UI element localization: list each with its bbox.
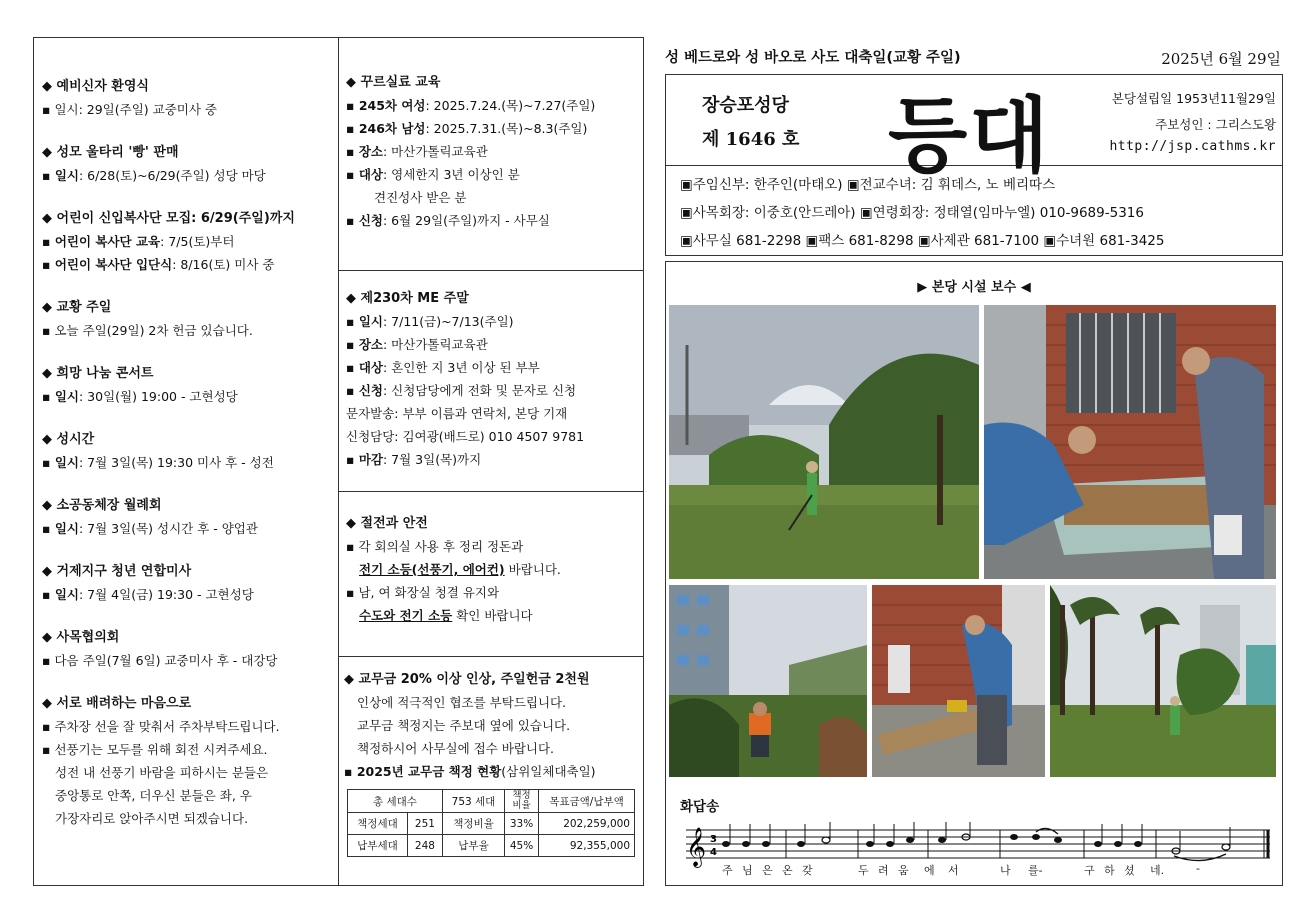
announcement-line-text: : 7/5(토)부터 xyxy=(160,234,235,249)
issue-number: 제 1646 호 xyxy=(702,129,800,150)
table-header-cell: 총 세대수 xyxy=(348,790,443,813)
me-date-label: ▪ 일시 xyxy=(346,314,383,329)
announcement-line-text: ▪ 오늘 주일(29일) 2차 헌금 있습니다. xyxy=(42,323,253,338)
tithe-section xyxy=(339,656,643,857)
founded-date: 본당설립일 1953년11월29일 xyxy=(1111,91,1276,106)
lyric-syllable: 셨 xyxy=(1124,864,1135,877)
bulletin-title: 등대 xyxy=(888,89,1051,184)
me-apply-label: ▪ 신청 xyxy=(346,383,383,398)
announcement-line-text: : 7월 3일(목) 성시간 후 - 양업관 xyxy=(78,521,258,536)
announcement-title: ◆ 어린이 신입복사단 모집: 6/29(주일)까지 xyxy=(42,211,295,226)
me-date-text: : 7/11(금)~7/13(주일) xyxy=(382,314,514,329)
announcement-title: ◆ 성모 울타리 '빵' 판매 xyxy=(42,145,179,160)
announcement-line-text: : 7월 3일(목) 19:30 미사 후 - 성전 xyxy=(78,455,274,470)
announcements-box xyxy=(33,37,644,886)
energy-title: ◆ 절전과 안전 xyxy=(346,516,428,531)
me-deadline-label: ▪ 마감 xyxy=(346,452,383,467)
photo-plank-cutting xyxy=(872,585,1045,777)
photo-bench-repair xyxy=(984,305,1276,579)
announcement-line xyxy=(42,319,338,342)
announcements-middle-column xyxy=(339,38,643,885)
announcement-line xyxy=(42,649,338,672)
staff-contacts xyxy=(665,166,1283,256)
parish-url[interactable]: http://jsp.cathms.kr xyxy=(1109,139,1276,154)
announcement-title: ◆ 예비신자 환영식 xyxy=(42,79,149,94)
svg-text:3: 3 xyxy=(710,834,717,845)
announcement-line-text: : 8/16(토) 미사 중 xyxy=(172,257,275,272)
announcement-line-label: ▪ 일시 xyxy=(42,587,79,602)
parish-name: 장승포성당 xyxy=(702,95,789,116)
responsorial-psalm-label: 화답송 xyxy=(680,799,720,815)
announcement-section xyxy=(42,363,338,408)
cursillo-target-label: ▪ 대상 xyxy=(346,167,383,182)
photo-weeding xyxy=(669,585,867,777)
announcement-line xyxy=(42,451,338,474)
announcement-title: ◆ 희망 나눔 콘서트 xyxy=(42,366,154,381)
photo-garden-trimming xyxy=(1050,585,1276,777)
energy-underlined-1: 전기 소등(선풍기, 에어컨) xyxy=(359,562,505,577)
photo-section-title: ▶ 본당 시설 보수 ◀ xyxy=(917,280,1031,295)
me-target-text: : 혼인한 지 3년 이상 된 부부 xyxy=(382,360,540,375)
table-cell: 납부율 xyxy=(443,835,505,857)
announcement-line-label: ▪ 어린이 복사단 교육 xyxy=(42,234,161,249)
announcement-section xyxy=(42,142,338,187)
announcement-section xyxy=(42,561,338,606)
svg-text:4: 4 xyxy=(710,847,717,858)
announcement-section xyxy=(42,208,338,276)
energy-line-2 xyxy=(346,558,643,581)
announcement-line xyxy=(42,784,338,807)
lyric-syllable: 움 xyxy=(898,864,909,877)
announcement-line-text: ▪ 다음 주일(7월 6일) 교중미사 후 - 대강당 xyxy=(42,653,278,668)
photo-grass-trimming xyxy=(669,305,979,579)
cursillo-title: ◆ 꾸르실료 교육 xyxy=(346,75,441,90)
table-header-cell: 목표금액/납부액 xyxy=(539,790,635,813)
feast-title: 성 베드로와 성 바오로 사도 대축일(교황 주일) xyxy=(665,50,961,66)
table-cell: 45% xyxy=(505,835,539,857)
me-title: ◆ 제230차 ME 주말 xyxy=(346,291,469,306)
announcement-title: ◆ 거제지구 청년 연합미사 xyxy=(42,564,192,579)
announcement-line-text: ▪ 일시: 29일(주일) 교중미사 중 xyxy=(42,102,217,117)
tithe-line-3: 책정하시어 사무실에 접수 바랍니다. xyxy=(357,741,555,756)
announcement-line xyxy=(42,164,338,187)
announcement-section xyxy=(42,429,338,474)
table-cell: 책정세대 xyxy=(348,813,408,835)
announcement-line-text: : 7월 4일(금) 19:30 - 고현성당 xyxy=(78,587,254,602)
tithe-title: ◆ 교무금 20% 이상 인상, 주일헌금 2천원 xyxy=(344,672,590,687)
energy-underlined-2: 수도와 전기 소등 xyxy=(359,608,453,623)
announcement-line xyxy=(42,98,338,121)
announcement-line xyxy=(42,761,338,784)
table-cell: 202,259,000 xyxy=(539,813,635,835)
energy-saving-section xyxy=(339,491,643,627)
me-deadline-text: : 7월 3일(목)까지 xyxy=(382,452,482,467)
me-contact-text: 신청담당: 김여광(배드로) 010 4507 9781 xyxy=(346,429,585,444)
announcement-line xyxy=(42,517,338,540)
announcement-line-text: ▪ 주차장 선을 잘 맞춰서 주차부탁드립니다. xyxy=(42,719,280,734)
lyric-syllable: 주 xyxy=(722,864,733,877)
lyric-syllable: 에 xyxy=(924,864,935,877)
announcement-line-label: ▪ 일시 xyxy=(42,168,79,183)
table-cell: 납부세대 xyxy=(348,835,408,857)
lyric-syllable: 온 xyxy=(782,864,793,877)
lyric-syllable: 네. xyxy=(1150,864,1165,877)
announcement-section xyxy=(42,297,338,342)
tithe-line-1: 인상에 적극적인 협조를 부탁드립니다. xyxy=(357,695,567,710)
energy-line-2-rest: 바랍니다. xyxy=(504,562,561,577)
lyric-syllable: 려 xyxy=(878,864,889,877)
me-place-label: ▪ 장소 xyxy=(346,337,383,352)
cursillo-apply-label: ▪ 신청 xyxy=(346,213,383,228)
announcement-line xyxy=(42,583,338,606)
announcement-line-text: 가장자리로 앉아주시면 되겠습니다. xyxy=(55,811,249,826)
announcement-title: ◆ 교황 주일 xyxy=(42,300,112,315)
announcement-line xyxy=(42,230,338,253)
music-staff xyxy=(686,822,1270,882)
patron-saint: 주보성인 : 그리스도왕 xyxy=(1155,117,1276,132)
staff-line-3: ▣사무실 681-2298 ▣팩스 681-8298 ▣사제관 681-7100 ▣수녀원 681-3425 xyxy=(680,233,1165,249)
me-weekend-section xyxy=(339,270,643,471)
announcement-line-label: ▪ 일시 xyxy=(42,389,79,404)
energy-line-1: ▪ 각 회의실 사용 후 정리 정돈과 xyxy=(346,539,524,554)
announcement-line-label: ▪ 어린이 복사단 입단식 xyxy=(42,257,173,272)
tithe-status-note: (삼위일체대축일) xyxy=(501,764,596,779)
cursillo-men-text: : 2025.7.31.(목)~8.3(주일) xyxy=(425,121,588,136)
announcement-line-text: : 6/28(토)~6/29(주일) 성당 마당 xyxy=(78,168,266,183)
lyric-syllable: 를- xyxy=(1028,864,1043,877)
announcement-line-text: 중앙통로 안쪽, 더우신 분들은 좌, 우 xyxy=(55,788,252,803)
tithe-line-2: 교무금 책정지는 주보대 옆에 있습니다. xyxy=(357,718,571,733)
lyric-syllable: 두 xyxy=(858,864,869,877)
cursillo-women-label: ▪ 245차 여성 xyxy=(346,98,426,113)
announcement-section xyxy=(42,693,338,830)
staff-line-2: ▣사목회장: 이중호(안드레아) ▣연령회장: 정태열(임마누엘) 010-9689-5316 xyxy=(680,205,1144,221)
lyric-syllable: 하 xyxy=(1104,864,1115,877)
announcement-title: ◆ 성시간 xyxy=(42,432,95,447)
table-row xyxy=(348,813,635,835)
masthead xyxy=(665,74,1283,184)
svg-text:𝄞: 𝄞 xyxy=(686,827,707,867)
cursillo-section xyxy=(339,72,643,232)
announcement-line-text: : 30일(월) 19:00 - 고현성당 xyxy=(78,389,238,404)
table-header-cell: 책정 비율 xyxy=(505,790,539,813)
cursillo-target-text: : 영세한지 3년 이상인 분 xyxy=(382,167,520,182)
announcement-line-text: ▪ 선풍기는 모두를 위해 회전 시켜주세요. xyxy=(42,742,268,757)
energy-line-4-rest: 확인 바랍니다 xyxy=(452,608,533,623)
announcement-title: ◆ 소공동체장 월례회 xyxy=(42,498,162,513)
tithe-status-label: ▪ 2025년 교무금 책정 현황 xyxy=(344,764,502,779)
cursillo-apply-text: : 6월 29일(주일)까지 - 사무실 xyxy=(382,213,550,228)
issue-date: 2025년 6월 29일 xyxy=(1161,50,1281,68)
announcement-title: ◆ 사목협의회 xyxy=(42,630,120,645)
energy-line-4 xyxy=(346,604,643,627)
table-cell: 33% xyxy=(505,813,539,835)
table-cell: 251 xyxy=(407,813,442,835)
feast-header xyxy=(665,46,1281,70)
announcements-left-column xyxy=(34,38,339,885)
me-target-label: ▪ 대상 xyxy=(346,360,383,375)
cursillo-place-label: ▪ 장소 xyxy=(346,144,383,159)
lyric-syllable: 서 xyxy=(948,864,959,877)
tithe-table xyxy=(347,789,635,857)
table-cell: 92,355,000 xyxy=(539,835,635,857)
lyric-syllable: 님 xyxy=(742,864,753,877)
lyric-syllable: 나 xyxy=(1000,864,1011,877)
lyric-syllable: 갖 xyxy=(802,864,813,877)
photo-section xyxy=(665,261,1283,886)
table-cell: 책정비율 xyxy=(443,813,505,835)
me-place-text: : 마산가톨릭교육관 xyxy=(382,337,488,352)
cursillo-target-text-2: 견진성사 받은 분 xyxy=(374,190,467,205)
announcement-section xyxy=(42,76,338,121)
me-sms-text: 문자발송: 부부 이름과 연락처, 본당 기재 xyxy=(346,406,568,421)
table-cell: 248 xyxy=(407,835,442,857)
announcement-line-label: ▪ 일시 xyxy=(42,455,79,470)
announcement-line-label: ▪ 일시 xyxy=(42,521,79,536)
announcement-line-text: 성전 내 선풍기 바람을 피하시는 분들은 xyxy=(55,765,269,780)
announcement-line xyxy=(42,807,338,830)
cursillo-place-text: : 마산가톨릭교육관 xyxy=(382,144,488,159)
announcement-line xyxy=(42,253,338,276)
table-header-cell: 753 세대 xyxy=(443,790,505,813)
cursillo-men-label: ▪ 246차 남성 xyxy=(346,121,426,136)
me-apply-text: : 신청담당에게 전화 및 문자로 신청 xyxy=(382,383,577,398)
energy-line-3: ▪ 남, 여 화장실 청결 유지와 xyxy=(346,585,500,600)
announcement-line xyxy=(42,715,338,738)
staff-line-1: ▣주임신부: 한주인(마태오) ▣전교수녀: 김 휘데스, 노 베리따스 xyxy=(680,177,1056,193)
lyric-syllable: 구 xyxy=(1084,864,1095,877)
lyric-syllable: 은 xyxy=(762,864,773,877)
table-row xyxy=(348,790,635,813)
announcement-line xyxy=(42,738,338,761)
announcement-line xyxy=(42,385,338,408)
table-row xyxy=(348,835,635,857)
announcement-title: ◆ 서로 배려하는 마음으로 xyxy=(42,696,192,711)
lyric-syllable: - xyxy=(1196,862,1200,875)
cursillo-women-text: : 2025.7.24.(목)~7.27(주일) xyxy=(425,98,596,113)
announcement-section xyxy=(42,495,338,540)
announcement-section xyxy=(42,627,338,672)
